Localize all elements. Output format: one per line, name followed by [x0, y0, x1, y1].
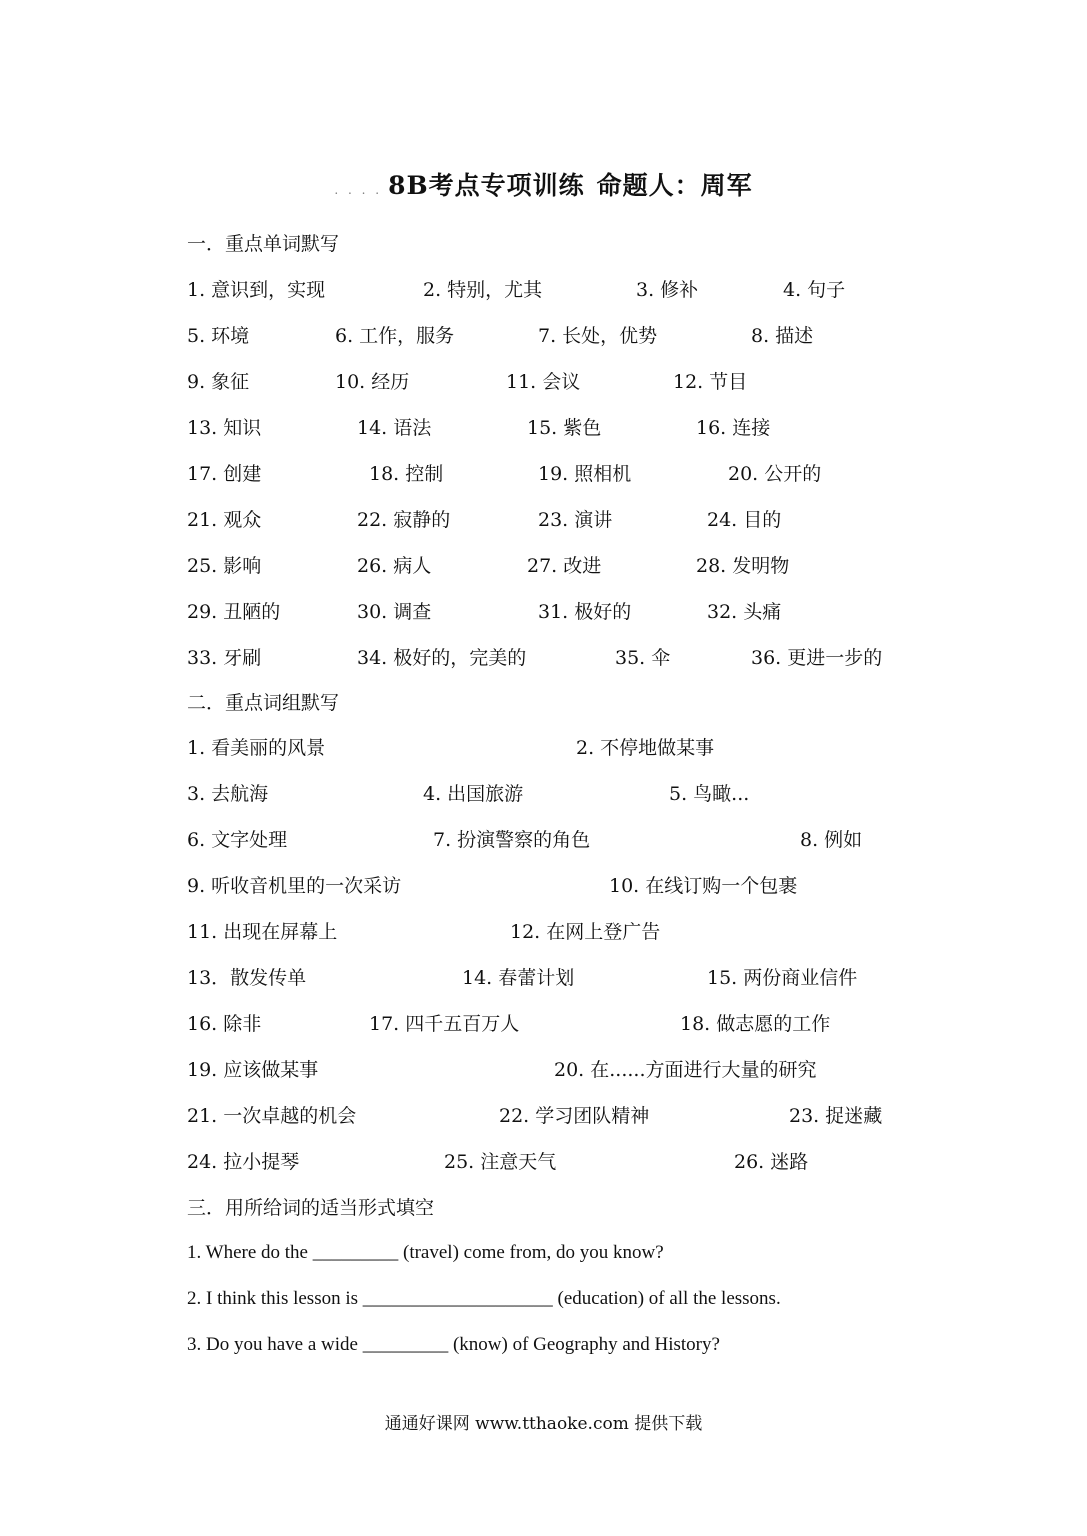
word-item: 28. 发明物: [696, 555, 790, 577]
phrase-item: 15. 两份商业信件: [707, 967, 858, 989]
word-item: 24. 目的: [707, 509, 782, 531]
word-item: 26. 病人: [357, 555, 432, 577]
word-item: 32. 头痛: [707, 601, 782, 623]
section1-heading: 一．重点单词默写: [187, 233, 340, 255]
word-item: 11. 会议: [506, 371, 581, 393]
word-item: 16. 连接: [696, 417, 771, 439]
word-item: 8. 描述: [751, 325, 814, 347]
phrase-item: 14. 春蕾计划: [462, 967, 575, 989]
word-item: 29. 丑陋的: [187, 601, 281, 623]
phrase-item: 5. 鸟瞰...: [669, 783, 750, 805]
word-item: 9. 象征: [187, 371, 250, 393]
word-item: 6. 工作，服务: [335, 325, 455, 347]
phrase-item: 8. 例如: [800, 829, 863, 851]
phrase-item: 20. 在......方面进行大量的研究: [554, 1059, 817, 1081]
word-item: 5. 环境: [187, 325, 250, 347]
phrase-item: 1. 看美丽的风景: [187, 737, 326, 759]
phrase-item: 13．散发传单: [187, 967, 307, 989]
phrase-item: 12. 在网上登广告: [510, 921, 661, 943]
word-item: 2. 特别，尤其: [423, 279, 543, 301]
word-item: 3. 修补: [636, 279, 699, 301]
word-item: 33. 牙刷: [187, 647, 262, 669]
phrase-item: 4. 出国旅游: [423, 783, 524, 805]
word-item: 17. 创建: [187, 463, 262, 485]
phrase-item: 10. 在线订购一个包裹: [609, 875, 798, 897]
phrase-item: 9. 听收音机里的一次采访: [187, 875, 402, 897]
fill-blank-sentence: 2. I think this lesson is ____________________ (education) of all the lessons.: [187, 1288, 781, 1309]
word-item: 10. 经历: [335, 371, 410, 393]
phrase-item: 24. 拉小提琴: [187, 1151, 300, 1173]
section3-heading: 三．用所给词的适当形式填空: [187, 1197, 435, 1219]
title-dots: . . . .: [334, 183, 383, 197]
word-item: 21. 观众: [187, 509, 262, 531]
word-item: 13. 知识: [187, 417, 262, 439]
word-item: 31. 极好的: [538, 601, 632, 623]
word-item: 19. 照相机: [538, 463, 632, 485]
phrase-item: 21. 一次卓越的机会: [187, 1105, 357, 1127]
phrase-item: 25. 注意天气: [444, 1151, 557, 1173]
title-main: 8B考点专项训练: [388, 171, 585, 200]
phrase-item: 18. 做志愿的工作: [680, 1013, 831, 1035]
word-item: 20. 公开的: [728, 463, 822, 485]
word-item: 23. 演讲: [538, 509, 613, 531]
word-item: 1. 意识到，实现: [187, 279, 326, 301]
section2-heading: 二．重点词组默写: [187, 692, 340, 714]
phrase-item: 23. 捉迷藏: [789, 1105, 883, 1127]
word-item: 34. 极好的，完美的: [357, 647, 527, 669]
fill-blank-sentence: 3. Do you have a wide _________ (know) of Geography and History?: [187, 1334, 720, 1355]
phrase-item: 19. 应该做某事: [187, 1059, 319, 1081]
title-author: 命题人：周军: [596, 171, 753, 200]
phrase-item: 11. 出现在屏幕上: [187, 921, 338, 943]
word-item: 18. 控制: [369, 463, 444, 485]
phrase-item: 17. 四千五百万人: [369, 1013, 520, 1035]
word-item: 22. 寂静的: [357, 509, 451, 531]
phrase-item: 7. 扮演警察的角色: [433, 829, 591, 851]
phrase-item: 3. 去航海: [187, 783, 269, 805]
word-item: 36. 更进一步的: [751, 647, 883, 669]
phrase-item: 26. 迷路: [734, 1151, 809, 1173]
phrase-item: 22. 学习团队精神: [499, 1105, 650, 1127]
page-title: [0, 166, 1087, 202]
page-footer: 通通好课网 www.tthaoke.com 提供下载: [384, 1414, 703, 1434]
word-item: 4. 句子: [783, 279, 846, 301]
word-item: 14. 语法: [357, 417, 432, 439]
phrase-item: 6. 文字处理: [187, 829, 288, 851]
word-item: 12. 节目: [673, 371, 748, 393]
word-item: 35. 伞: [615, 647, 671, 669]
word-item: 27. 改进: [527, 555, 602, 577]
word-item: 15. 紫色: [527, 417, 602, 439]
word-item: 30. 调查: [357, 601, 432, 623]
phrase-item: 16. 除非: [187, 1013, 262, 1035]
phrase-item: 2. 不停地做某事: [576, 737, 715, 759]
fill-blank-sentence: 1. Where do the _________ (travel) come from, do you know?: [187, 1242, 664, 1263]
word-item: 25. 影响: [187, 555, 262, 577]
word-item: 7. 长处，优势: [538, 325, 658, 347]
